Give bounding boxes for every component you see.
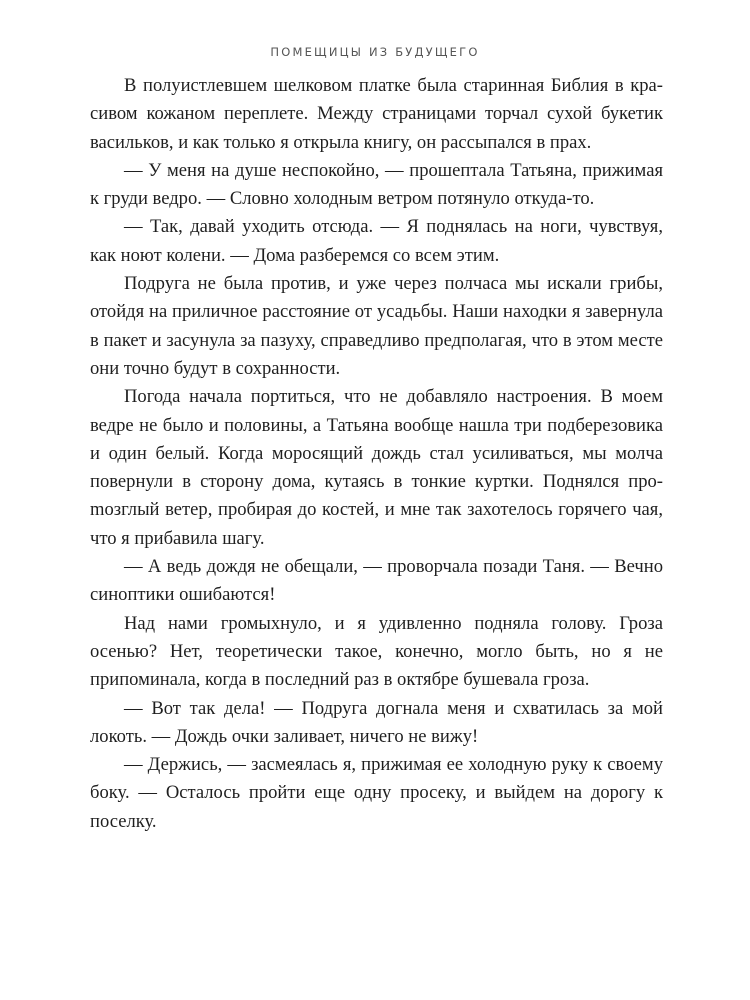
- paragraph-8: — Вот так дела! — Подруга догнала меня и схватилась за мой локоть. — Дождь очки заливает, ничего не вижу!: [90, 697, 663, 747]
- paragraph-5: Погода начала портиться, что не добавляло настроения. В моем ведре не было и половины, а Татьяна вообще нашла три подберезовика и один белый. Когда моросящий дождь стал усиливаться, мы молча повернули в сторону дома, кутаясь в тонкие куртки. Поднялся проmозглый ветер, пробирая до костей, и мне так захотелось горячего чая, что я прибавила шагу.: [90, 386, 663, 549]
- paragraph-6: — А ведь дождя не обещали, — проворчала позади Таня. — Вечно синоптики ошибаются!: [90, 556, 663, 606]
- paragraph-2: — У меня на душе неспокойно, — прошептала Татьяна, прижимая к груди ведро. — Словно холодным ветром потянуло откуда-то.: [90, 159, 663, 210]
- paragraph-3: — Так, давай уходить отсюда. — Я поднялась на ноги, чувствуя, как ноют колени. — Дома разберемся со всем этим.: [90, 216, 663, 266]
- running-header: ПОМЕЩИЦЫ ИЗ БУДУЩЕГО: [270, 45, 480, 59]
- paragraph-4: Подруга не была против, и уже через полчаса мы искали грибы, отойдя на приличное расстояние от усадьбы. Наши находки я завернула в пакет и засунула за пазуху, справедливо предполагая, что в этом месте они точно будут в сохранности.: [90, 273, 663, 379]
- paragraph-9: — Держись, — засмеялась я, прижимая ее холодную руку к своему боку. — Осталось пройти еще одну просеку, и выйдем на дорогу к поселку.: [90, 754, 663, 832]
- paragraph-7: Над нами громыхнуло, и я удивленно подняла голову. Гроза осенью? Нет, теоретически такое, конечно, могло быть, но я не припоминала, когда в последний раз в октябре бушевала гроза.: [90, 612, 663, 691]
- page-body: [90, 72, 663, 836]
- paragraph-1: В полуистлевшем шелковом платке была старинная Библия в красивом кожаном переплете. Между страницами торчал сухой букетик васильков, и как только я открыла книгу, он рассыпался в прах.: [90, 75, 663, 153]
